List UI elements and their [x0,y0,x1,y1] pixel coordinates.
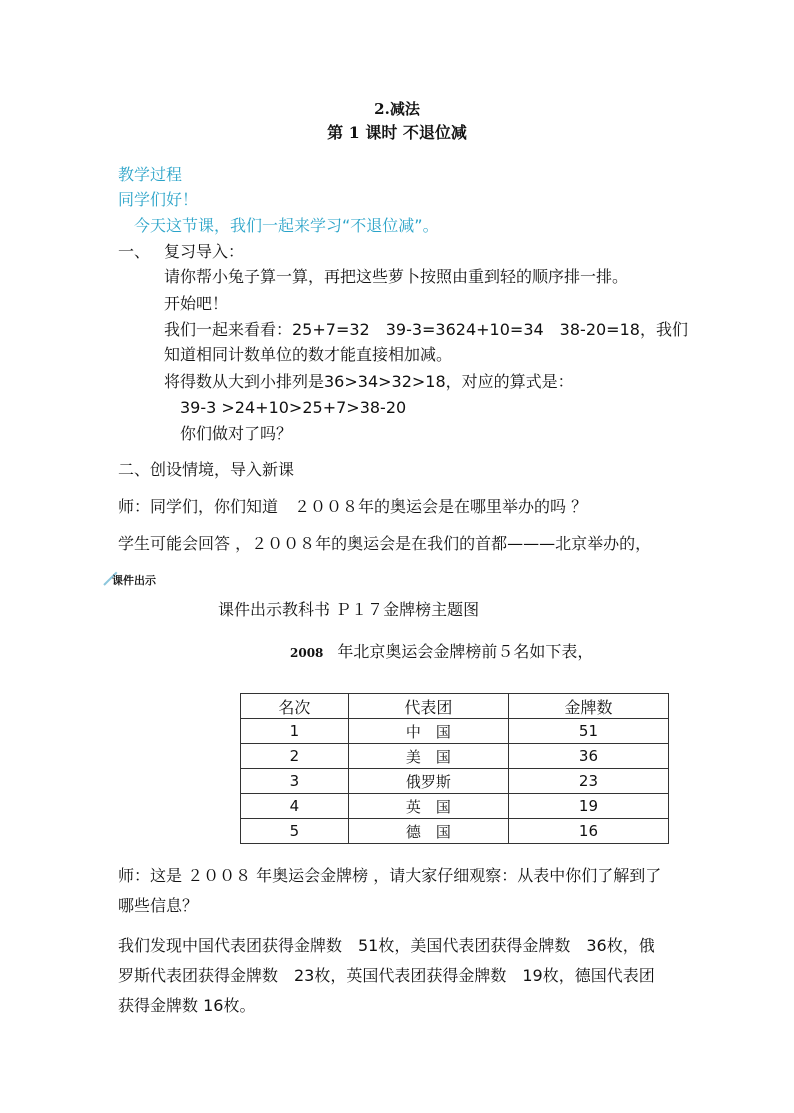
student-answer: 学生可能会回答 ，２００８年的奥运会是在我们的首都———北京举办的， [118,534,652,553]
header-gold: 金牌数 [508,694,668,719]
cell-team: 美 国 [348,744,508,769]
table-header-row [241,694,669,719]
findings-line: 获得金牌数 16枚。 [118,996,256,1015]
cell-team: 俄罗斯 [348,769,508,794]
courseware-tag-label: 课件出示 [112,574,156,587]
cell-rank: 5 [241,819,349,844]
teacher-question: 师：同学们，你们知道 ２００８年的奥运会是在哪里举办的吗 ？ [118,497,588,516]
table-caption-year: 2008 [290,646,324,660]
section1-line: 请你帮小兔子算一算，再把这些萝卜按照由重到轻的顺序排一排。 [164,267,629,286]
section2-heading: 二、创设情境，导入新课 [118,460,295,479]
table-row [241,769,669,794]
table-row [241,819,669,844]
greeting: 同学们好！ [118,190,199,209]
cell-team: 英 国 [348,794,508,819]
process-heading: 教学过程 [118,165,183,184]
courseware-tag [104,572,156,588]
cell-rank: 4 [241,794,349,819]
table-row [241,719,669,744]
today-line: 今天这节课，我们一起来学习“不退位减”。 [134,216,439,235]
cell-gold: 36 [508,744,668,769]
section1-line: 知道相同计数单位的数才能直接相加减。 [164,345,453,364]
cell-rank: 2 [241,744,349,769]
teacher-observe-line: 哪些信息？ [118,896,199,915]
table-row [241,744,669,769]
cell-gold: 19 [508,794,668,819]
section1-line: 将得数从大到小排列是36>34>32>18，对应的算式是： [164,372,574,391]
page-subtitle: 第 1 课时 不退位减 [327,123,467,142]
medal-table [240,693,669,844]
section1-number: 一、 [118,242,151,261]
section1-line: 我们一起来看看：25+7=32 39-3=3624+10=34 38-20=18，我们 [164,320,688,339]
findings-line: 罗斯代表团获得金牌数 23枚，英国代表团获得金牌数 19枚，德国代表团 [118,966,655,985]
cell-rank: 1 [241,719,349,744]
cell-gold: 51 [508,719,668,744]
cell-gold: 16 [508,819,668,844]
cell-team: 德 国 [348,819,508,844]
findings-line: 我们发现中国代表团获得金牌数 51枚，美国代表团获得金牌数 36枚，俄 [118,936,655,955]
table-caption-text: 年北京奥运会金牌榜前５名如下表， [337,642,594,661]
cell-rank: 3 [241,769,349,794]
cell-gold: 23 [508,769,668,794]
section1-line: 开始吧！ [164,294,229,313]
header-rank: 名次 [241,694,349,719]
courseware-line: 课件出示教科书 Ｐ１７金牌榜主题图 [218,600,480,619]
table-caption [290,640,593,665]
cell-team: 中 国 [348,719,508,744]
teacher-observe-line: 师：这是 ２００８ 年奥运会金牌榜 ，请大家仔细观察：从表中你们了解到了 [118,866,662,885]
page-title: 2.减法 [374,100,420,118]
section1-heading: 复习导入： [164,242,245,261]
section1-line: 你们做对了吗？ [180,424,293,443]
header-team: 代表团 [348,694,508,719]
section1-line: 39-3 >24+10>25+7>38-20 [180,398,407,417]
table-row [241,794,669,819]
